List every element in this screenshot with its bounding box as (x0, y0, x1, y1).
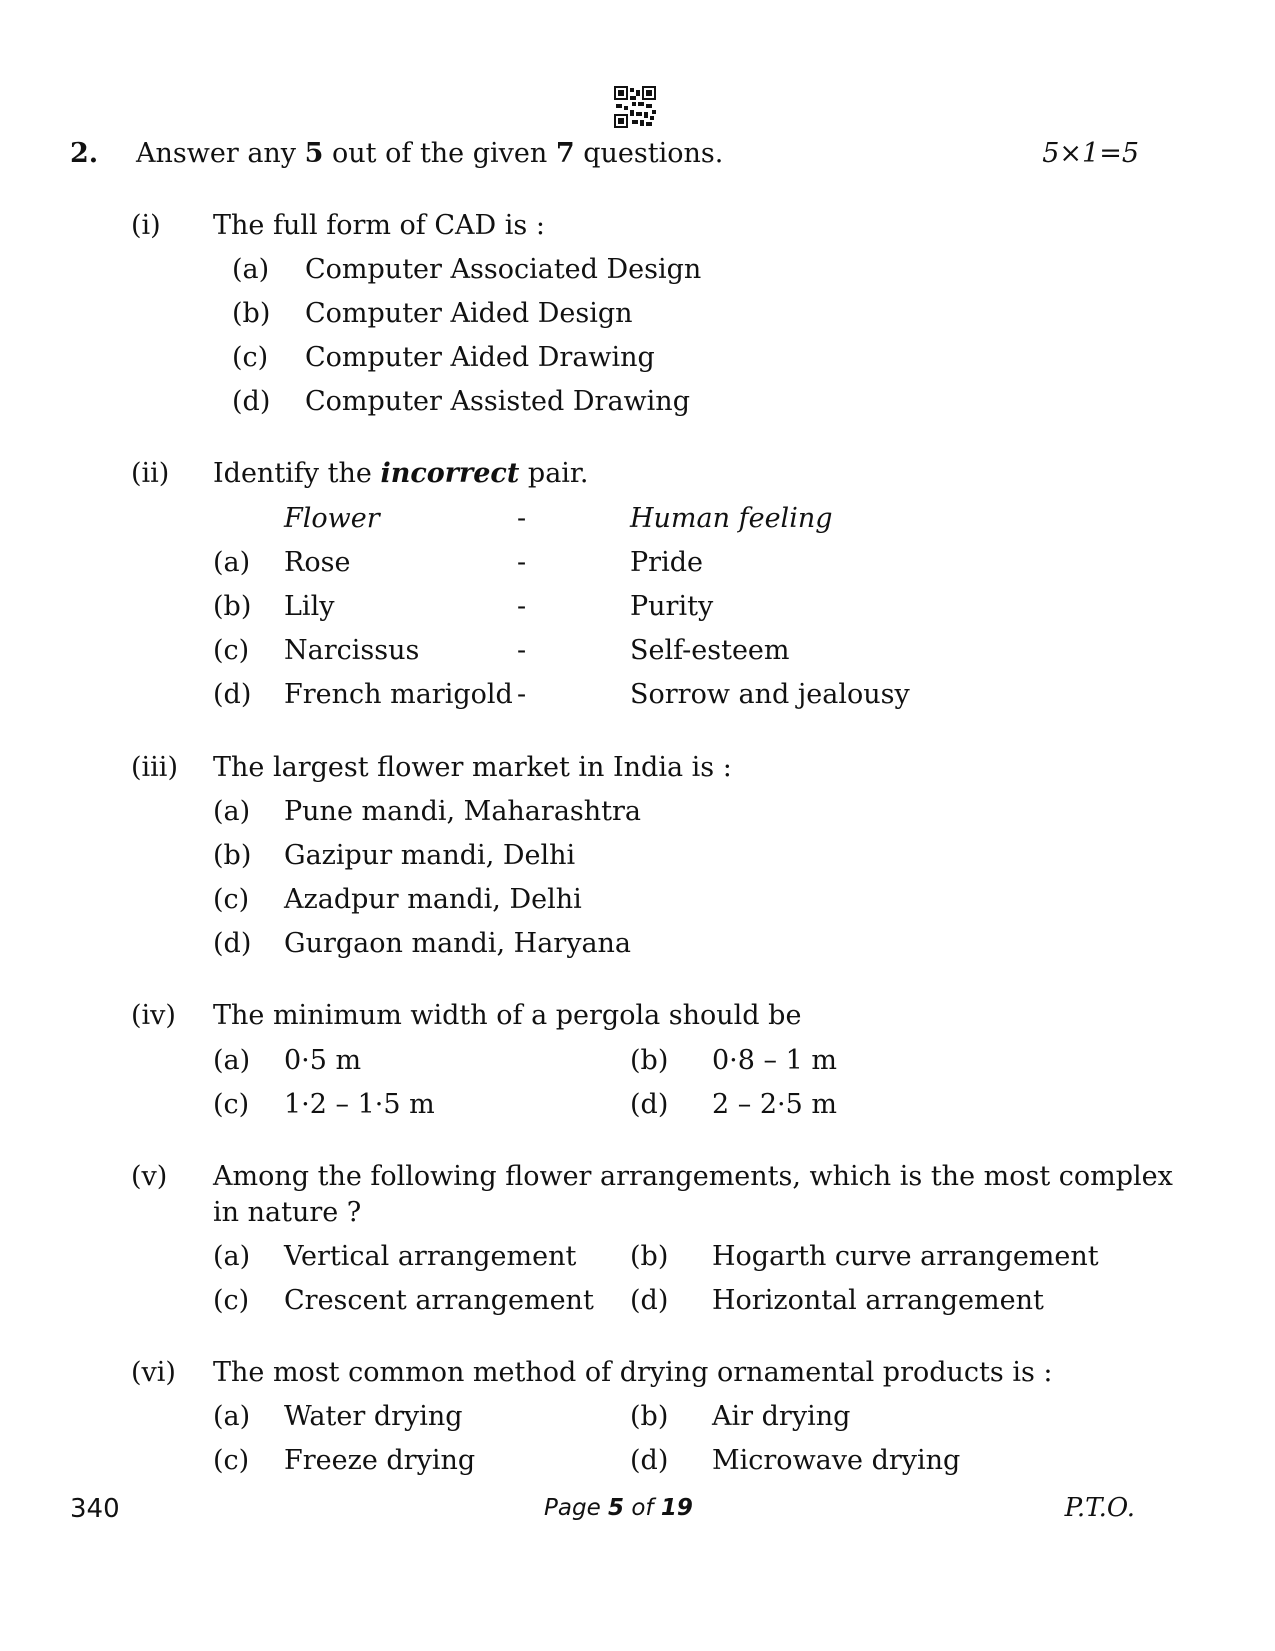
option-label: (d) (232, 386, 271, 417)
pair-flower: French marigold (284, 679, 513, 710)
option-label: (a) (213, 796, 251, 827)
pair-dash: - (517, 635, 527, 666)
pair-dash: - (517, 591, 527, 622)
option-text: 2 – 2·5 m (712, 1089, 837, 1120)
option-text: Computer Aided Drawing (305, 342, 655, 373)
option-text: 0·8 – 1 m (712, 1045, 837, 1076)
option-label: (d) (630, 1285, 669, 1316)
pair-dash: - (517, 503, 527, 534)
pair-feeling: Sorrow and jealousy (630, 679, 910, 710)
paper-code: 340 (70, 1494, 120, 1524)
option-label: (c) (213, 1089, 250, 1120)
item-number: (i) (131, 210, 161, 241)
item-number: (ii) (131, 458, 170, 489)
option-text: Crescent arrangement (284, 1285, 594, 1316)
pair-flower: Narcissus (284, 635, 420, 666)
pair-feeling: Pride (630, 547, 703, 578)
question-instruction: Answer any 5 out of the given 7 questions. (136, 138, 724, 169)
option-label: (d) (213, 928, 252, 959)
question-number: 2. (70, 138, 99, 169)
option-text: Azadpur mandi, Delhi (284, 884, 582, 915)
option-label: (d) (213, 679, 252, 710)
option-label: (a) (213, 1241, 251, 1272)
item-text: The full form of CAD is : (213, 210, 545, 241)
option-label: (c) (232, 342, 269, 373)
item-number: (iii) (131, 752, 178, 783)
option-label: (b) (630, 1401, 669, 1432)
table-header-flower: Flower (284, 503, 380, 534)
option-label: (a) (213, 1401, 251, 1432)
option-text: Water drying (284, 1401, 463, 1432)
option-text: Pune mandi, Maharashtra (284, 796, 642, 827)
option-text: 0·5 m (284, 1045, 362, 1076)
option-label: (c) (213, 884, 250, 915)
pair-flower: Rose (284, 547, 351, 578)
option-text: Gurgaon mandi, Haryana (284, 928, 632, 959)
pair-dash: - (517, 547, 527, 578)
pair-flower: Lily (284, 591, 335, 622)
option-label: (d) (630, 1089, 669, 1120)
item-text: Identify the incorrect pair. (213, 458, 589, 489)
option-text: Horizontal arrangement (712, 1285, 1044, 1316)
option-label: (c) (213, 1285, 250, 1316)
option-label: (a) (213, 547, 251, 578)
item-text-continued: in nature ? (213, 1197, 362, 1228)
option-text: Microwave drying (712, 1445, 961, 1476)
option-text: Computer Associated Design (305, 254, 702, 285)
pair-dash: - (517, 679, 527, 710)
option-text: Vertical arrangement (284, 1241, 577, 1272)
option-text: Hogarth curve arrangement (712, 1241, 1099, 1272)
pto-label: P.T.O. (1064, 1493, 1135, 1523)
option-label: (c) (213, 1445, 250, 1476)
item-text: The minimum width of a pergola should be (213, 1000, 802, 1031)
qr-code-icon (614, 86, 656, 128)
option-label: (b) (630, 1045, 669, 1076)
question-marks: 5×1=5 (1042, 138, 1139, 169)
option-text: Computer Aided Design (305, 298, 633, 329)
option-text: Air drying (712, 1401, 851, 1432)
option-label: (b) (232, 298, 271, 329)
item-number: (vi) (131, 1357, 176, 1388)
pair-feeling: Purity (630, 591, 714, 622)
item-text: The most common method of drying ornamental products is : (213, 1357, 1053, 1388)
option-text: Gazipur mandi, Delhi (284, 840, 576, 871)
item-text: The largest flower market in India is : (213, 752, 732, 783)
option-label: (c) (213, 635, 250, 666)
option-label: (b) (630, 1241, 669, 1272)
item-text: Among the following flower arrangements, which is the most complex (213, 1161, 1173, 1192)
table-header-feeling: Human feeling (630, 503, 833, 534)
item-number: (v) (131, 1161, 168, 1192)
option-label: (b) (213, 591, 252, 622)
option-label: (a) (232, 254, 270, 285)
page-indicator: Page 5 of 19 (544, 1495, 693, 1521)
item-number: (iv) (131, 1000, 176, 1031)
option-text: Freeze drying (284, 1445, 476, 1476)
option-text: 1·2 – 1·5 m (284, 1089, 435, 1120)
option-text: Computer Assisted Drawing (305, 386, 690, 417)
option-label: (a) (213, 1045, 251, 1076)
option-label: (b) (213, 840, 252, 871)
option-label: (d) (630, 1445, 669, 1476)
pair-feeling: Self-esteem (630, 635, 790, 666)
